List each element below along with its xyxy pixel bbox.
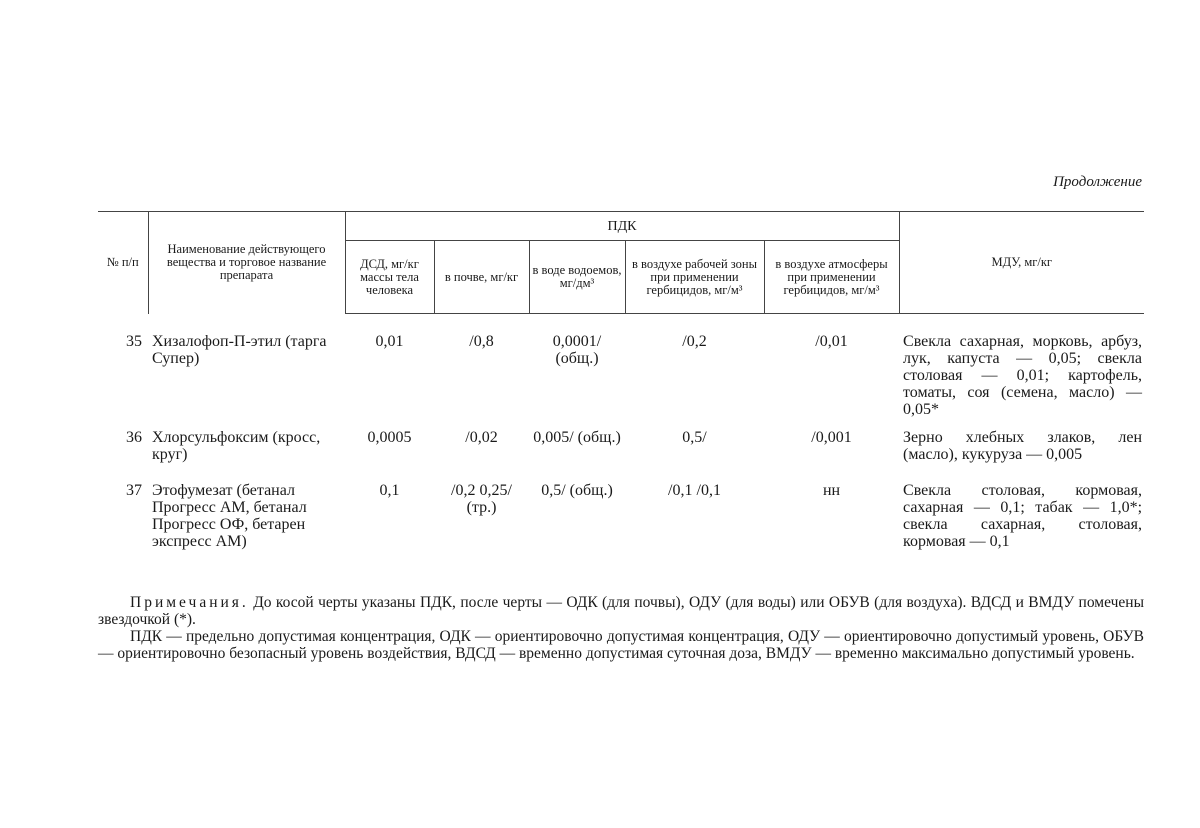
row-num: 37 xyxy=(126,482,142,499)
row-work-air: /0,2 xyxy=(682,333,707,350)
table-row xyxy=(98,314,1144,430)
row-num: 35 xyxy=(126,332,142,350)
row-name: Хлорсульфоксим (кросс, круг) xyxy=(152,429,321,463)
header-dsd: ДСД, мг/кг массы тела человека xyxy=(345,241,434,314)
note-paragraph xyxy=(98,628,1144,662)
note-text-2: ПДК — предельно допустимая концентрация, ОДК — ориентировочно допустимая концентрация, ОДУ — ориентировочно допустимый уровень, ОБУВ — ориентировочно безопасный уровень воздействия, ВДСД — временно допустимая суточная доза, ВМДУ — временно максимально допустимый уровень. xyxy=(98,628,1144,662)
row-name: Хизалофоп-П-этил (тарга Супер) xyxy=(152,332,327,367)
row-work-air: /0,1 /0,1 xyxy=(668,482,721,499)
continuation-label: Продолжение xyxy=(1053,174,1142,190)
pesticide-table xyxy=(98,211,1144,550)
header-name: Наименование действующего вещества и торговое название препарата xyxy=(148,212,345,314)
row-work-air: 0,5/ xyxy=(682,429,707,446)
row-mdu: Зерно хлебных злаков, лен (масло), кукуруза — 0,005 xyxy=(903,429,1143,463)
row-soil: /0,02 xyxy=(465,429,498,446)
table-row xyxy=(98,429,1144,482)
row-mdu: Свекла сахарная, морковь, арбуз, лук, капуста — 0,05; свекла столовая — 0,01; картофель, томаты, соя (семена, масло) — 0,05* xyxy=(903,333,1143,418)
table-row xyxy=(98,482,1144,550)
row-atm-air: нн xyxy=(822,482,841,499)
row-atm-air: /0,01 xyxy=(815,333,848,350)
notes-block xyxy=(98,594,1144,662)
header-num: № п/п xyxy=(98,212,148,314)
header-pdk-group: ПДК xyxy=(345,212,899,241)
header-water: в воде водоемов, мг/дм³ xyxy=(529,241,625,314)
note-paragraph xyxy=(98,594,1144,628)
row-soil: /0,8 xyxy=(469,333,494,350)
row-name: Этофумезат (бетанал Прогресс АМ, бетанал Прогресс ОФ, бетарен экспресс АМ) xyxy=(152,482,307,550)
row-mdu: Свекла столовая, кормовая, сахарная — 0,1; табак — 1,0*; свекла сахарная, столовая, кормовая — 0,1 xyxy=(903,482,1143,550)
header-work-air: в воздухе рабочей зоны при применении гербицидов, мг/м³ xyxy=(625,241,764,314)
notes-label: Примечания. xyxy=(130,594,249,611)
header-soil: в почве, мг/кг xyxy=(434,241,529,314)
header-atm-air: в воздухе атмосферы при применении гербицидов, мг/м³ xyxy=(764,241,899,314)
row-dsd: 0,0005 xyxy=(367,429,412,446)
row-atm-air: /0,001 xyxy=(811,429,852,446)
header-mdu: МДУ, мг/кг xyxy=(899,212,1144,314)
row-water: 0,5/ (общ.) xyxy=(541,482,613,499)
row-dsd: 0,01 xyxy=(375,333,404,350)
row-dsd: 0,1 xyxy=(379,482,400,499)
row-water: 0,0001/ (общ.) xyxy=(552,333,602,367)
row-num: 36 xyxy=(126,429,142,446)
note-text-1: До косой черты указаны ПДК, после черты — ОДК (для почвы), ОДУ (для воды) или ОБУВ (для воздуха). ВДСД и ВМДУ помечены звездочкой (*). xyxy=(98,594,1144,628)
row-soil: /0,2 0,25/ (тр.) xyxy=(451,482,512,516)
row-water: 0,005/ (общ.) xyxy=(533,429,621,446)
